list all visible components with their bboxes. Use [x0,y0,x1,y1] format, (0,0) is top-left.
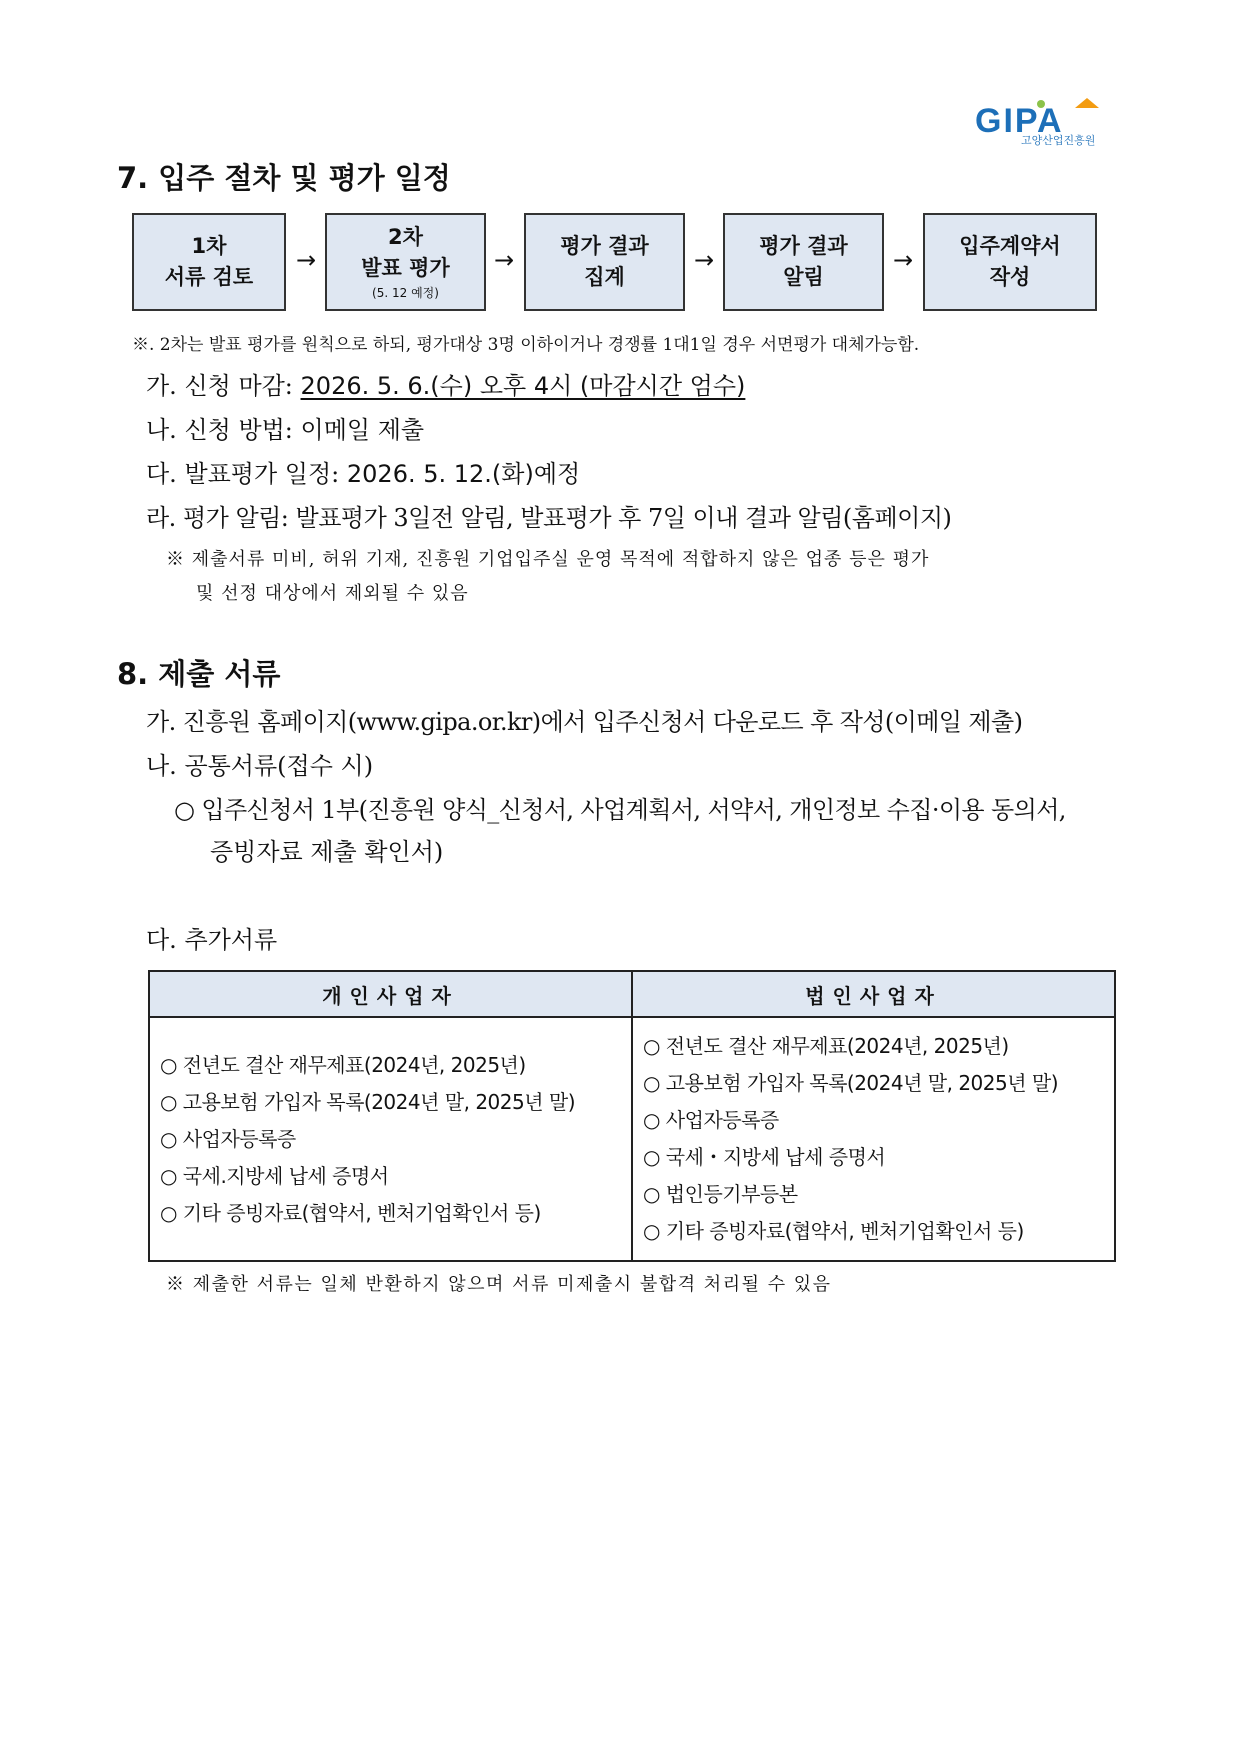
arrow-right-icon: → [694,246,715,274]
deadline-line [146,366,745,401]
step-1-box [132,213,286,311]
final-note: ※ 제출한 서류는 일체 반환하지 않으며 서류 미제출시 불합격 처리될 수 있음 [166,1274,832,1295]
deadline-label: 가. 신청 마감: [146,372,301,400]
notification-label: 라. 평가 알림: [146,504,296,532]
arrow-right-icon: → [494,246,515,274]
list-item: ○ 고용보험 가입자 목록(2024년 말, 2025년 말) [643,1071,1059,1095]
additional-docs-table [148,970,1116,1262]
list-item: ○ 기타 증빙자료(협약서, 벤처기업확인서 등) [643,1219,1024,1243]
table-row [149,1017,1115,1261]
list-item: ○ 기타 증빙자료(협약서, 벤처기업확인서 등) [160,1200,541,1225]
step-3-line1: 평가 결과 [560,234,649,258]
list-item: ○ 국세.지방세 납세 증명서 [160,1163,389,1188]
corporate-docs-cell [632,1017,1115,1261]
corporate-business-header: 법인사업자 [632,971,1115,1017]
common-docs-heading: 나. 공통서류(접수 시) [146,752,374,780]
gipa-logo-mark [975,96,1125,146]
list-item: ○ 고용보험 가입자 목록(2024년 말, 2025년 말) [160,1089,576,1114]
step-1-line1: 1차 [191,234,227,258]
step-5-box [923,213,1097,311]
step-5-line2: 작성 [989,265,1031,289]
step-4-box [723,213,884,311]
exclusion-note-line2: 및 선정 대상에서 제외될 수 있음 [196,583,469,604]
process-footnote: ※. 2차는 발표 평가를 원칙으로 하되, 평가대상 3명 이하이거나 경쟁률 1대1일 경우 서면평가 대체가능함. [132,335,920,355]
list-item: ○ 전년도 결산 재무제표(2024년, 2025년) [643,1034,1009,1058]
method-value: 이메일 제출 [300,416,425,444]
section-8-title: 8. 제출 서류 [117,657,281,691]
presentation-label: 다. 발표평가 일정: [146,460,347,488]
personal-docs-cell [149,1017,632,1261]
gipa-logo [975,96,1125,146]
svg-text:GIPA: GIPA [975,102,1064,140]
additional-docs-heading: 다. 추가서류 [146,926,278,954]
notification-line [146,498,951,533]
list-item: ○ 법인등기부등본 [643,1182,798,1206]
personal-business-header: 개인사업자 [149,971,632,1017]
presentation-schedule-line [146,454,580,489]
step-4-line2: 알림 [783,265,824,289]
step-1-line2: 서류 검토 [164,265,254,289]
list-item: ○ 전년도 결산 재무제표(2024년, 2025년) [160,1052,526,1077]
step-2-box [325,213,486,311]
list-item: ○ 국세・지방세 납세 증명서 [643,1145,886,1169]
step-4-line1: 평가 결과 [759,234,848,258]
exclusion-note-line1: ※ 제출서류 미비, 허위 기재, 진흥원 기업입주실 운영 목적에 적합하지 않은 업종 등은 평가 [166,549,930,570]
step-3-line2: 집계 [584,265,625,289]
section-7-title: 7. 입주 절차 및 평가 일정 [117,161,451,195]
list-item: ○ 사업자등록증 [643,1108,779,1132]
table-header-row [149,971,1115,1017]
presentation-value: 2026. 5. 12.(화)예정 [346,460,581,488]
step-3-box [524,213,685,311]
common-docs-item-line1: ○ 입주신청서 1부(진흥원 양식_신청서, 사업계획서, 서약서, 개인정보 수집·이용 동의서, [174,796,1066,824]
step-5-line1: 입주계약서 [959,234,1061,258]
arrow-right-icon: → [296,246,317,274]
common-docs-item-line2: 증빙자료 제출 확인서) [210,838,444,866]
notification-value: 발표평가 3일전 알림, 발표평가 후 7일 이내 결과 알림(홈페이지) [295,504,952,532]
step-2-sub: (5. 12 예정) [372,286,439,300]
arrow-right-icon: → [893,246,914,274]
step-2-line1: 2차 [388,225,423,249]
list-item: ○ 사업자등록증 [160,1126,296,1151]
method-line [146,410,424,445]
method-label: 나. 신청 방법: [146,416,301,444]
deadline-value: 2026. 5. 6.(수) 오후 4시 (마감시간 엄수) [300,372,746,400]
step-2-line2: 발표 평가 [361,256,450,280]
svg-text:고양산업진흥원: 고양산업진흥원 [1021,134,1096,146]
download-instruction: 가. 진흥원 홈페이지(www.gipa.or.kr)에서 입주신청서 다운로드 후 작성(이메일 제출) [146,708,1023,736]
